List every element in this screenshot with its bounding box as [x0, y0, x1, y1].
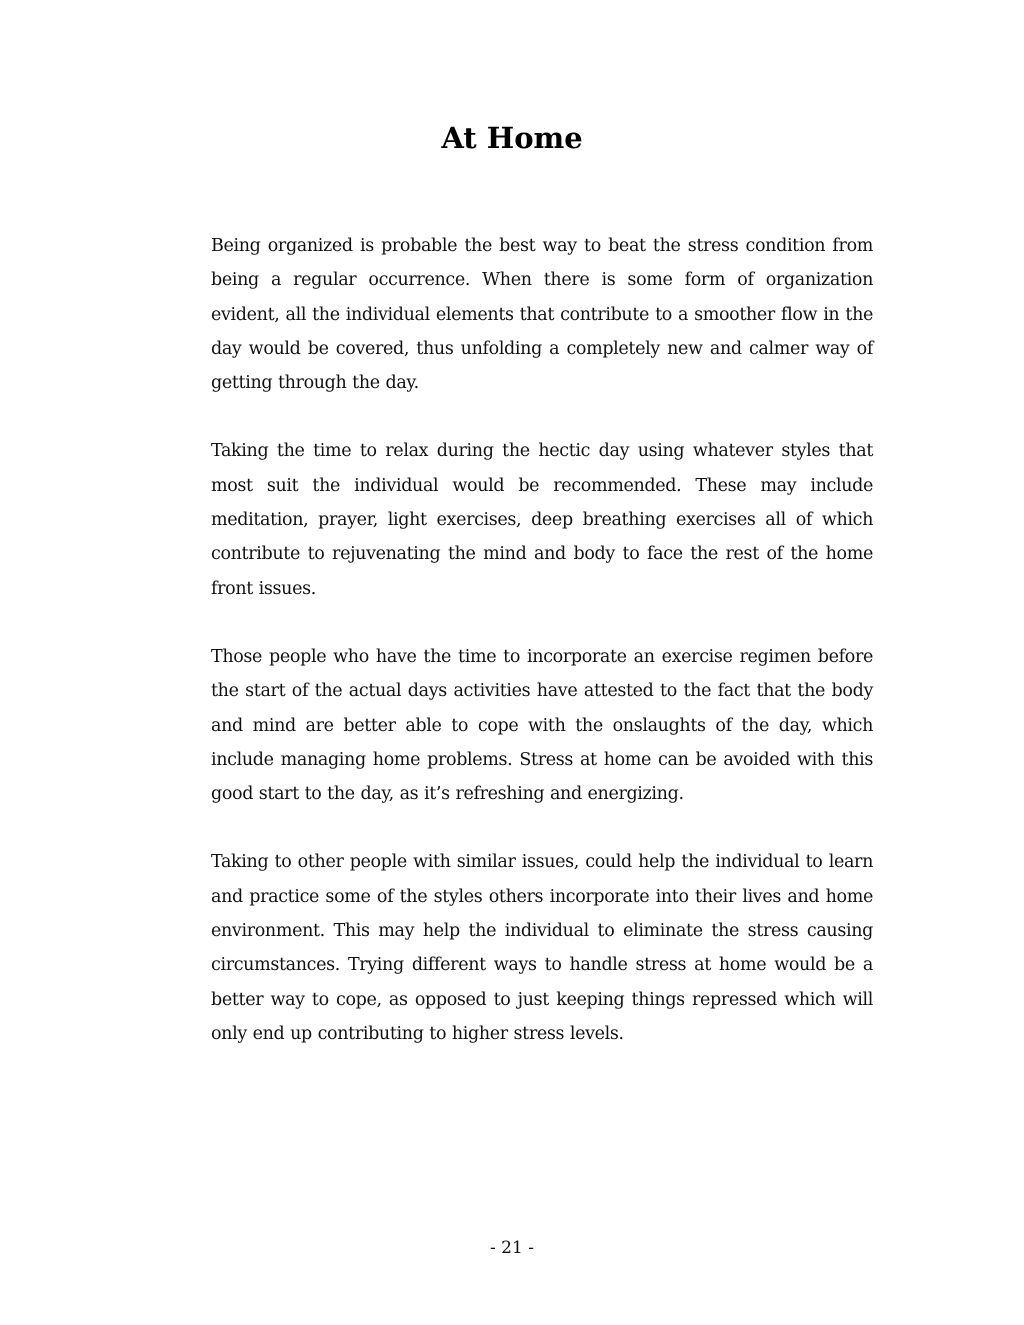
- body-text: [211, 229, 873, 1085]
- page-number: - 21 -: [490, 1238, 534, 1258]
- paragraph-2: Taking the time to relax during the hectic day using whatever styles that most suit the individual would be recommended. These may include meditation, prayer, light exercises, deep breathing exercises all of which contribute to rejuvenating the mind and body to face the rest of the home front issues.: [211, 441, 873, 599]
- paragraph-1: Being organized is probable the best way to beat the stress condition from being a regular occurrence. When there is some form of organization evident, all the individual elements that contribute to a smoother flow in the day would be covered, thus unfolding a completely new and calmer way of getting through the day.: [211, 236, 873, 394]
- paragraph-4: Taking to other people with similar issues, could help the individual to learn and practice some of the styles others incorporate into their lives and home environment. This may help the individual to eliminate the stress causing circumstances. Trying different ways to handle stress at home would be a better way to cope, as opposed to just keeping things repressed which will only end up contributing to higher stress levels.: [211, 852, 873, 1044]
- paragraph-3: Those people who have the time to incorporate an exercise regimen before the start of the actual days activities have attested to the fact that the body and mind are better able to cope with the onslaughts of the day, which include managing home problems. Stress at home can be avoided with this good start to the day, as it’s refreshing and energizing.: [211, 646, 873, 805]
- page-title: At Home: [441, 121, 583, 155]
